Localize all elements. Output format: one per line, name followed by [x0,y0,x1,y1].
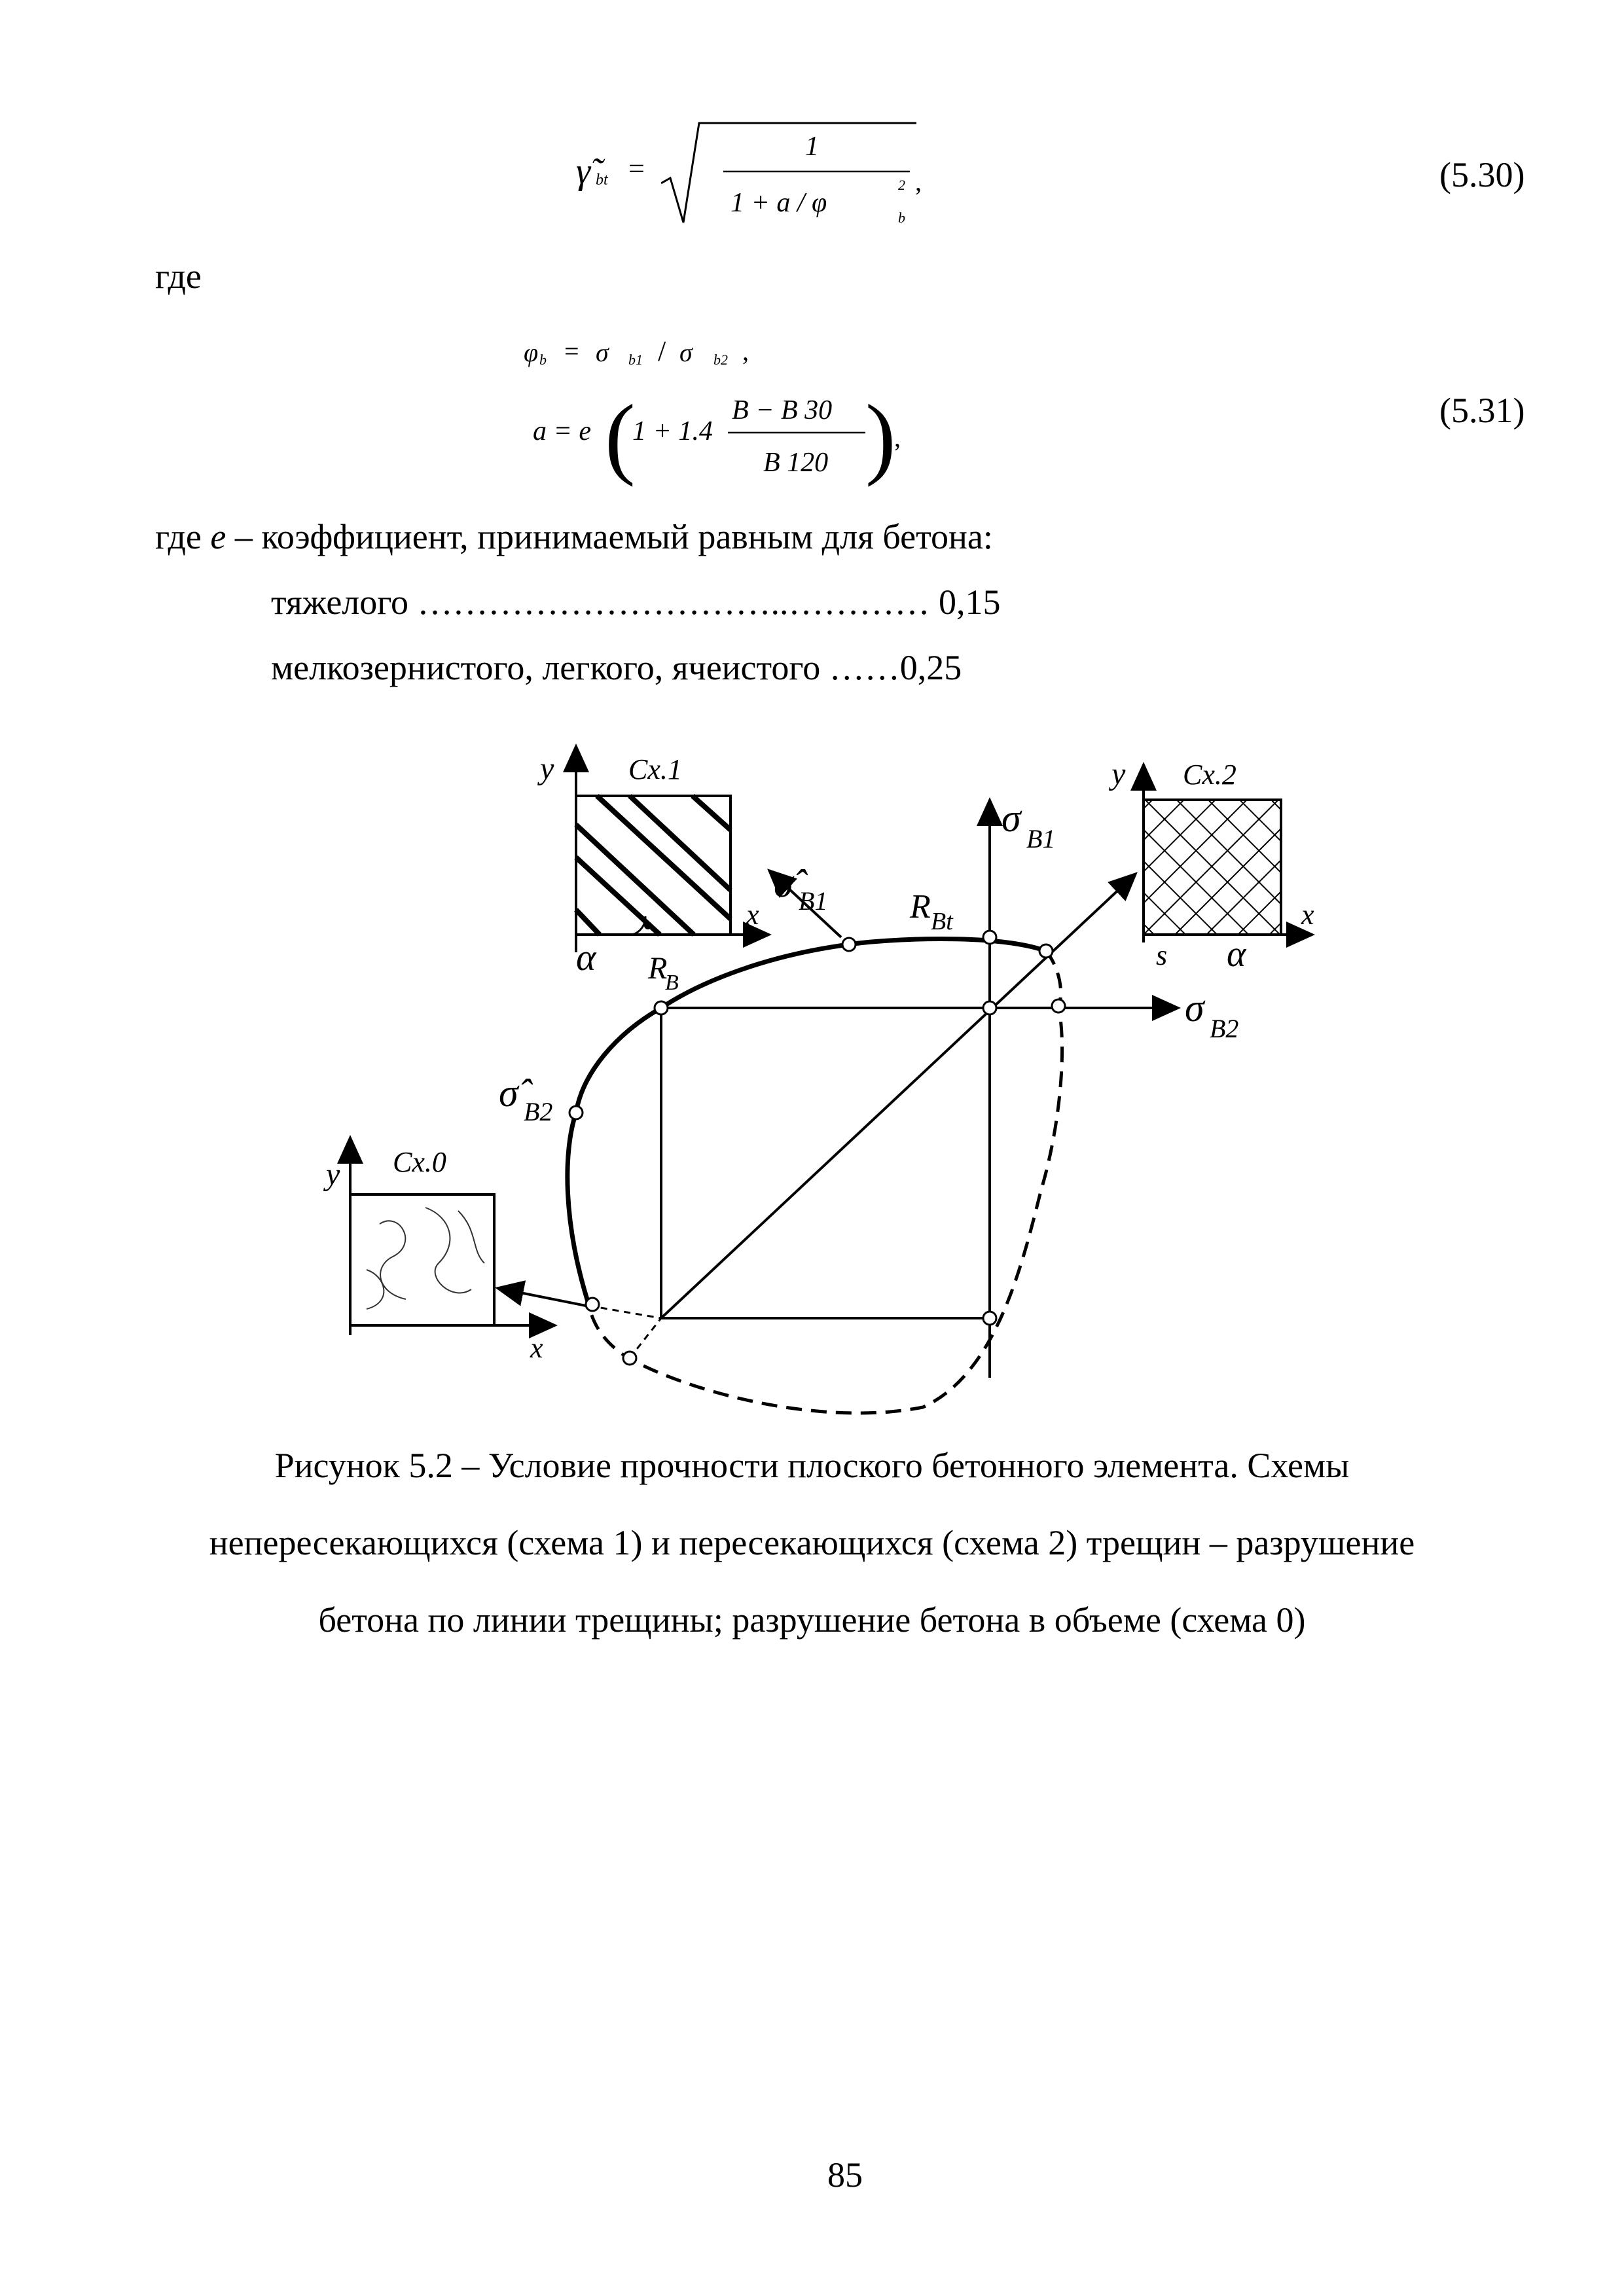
line2-comma: , [894,423,901,452]
cx2-s-label: s [1156,939,1168,971]
node-rbt [983,931,996,944]
phi-sup: 2 [898,177,905,193]
line1-slash: / [658,335,666,367]
gamma-bt-symbol: γ̃ [576,151,591,192]
caption-line-1: Рисунок 5.2 – Условие прочности плоского бетонного элемента. Схемы [274,1446,1350,1485]
cx1-alpha-label: α [576,936,596,978]
sigma-b2-sub-label: B2 [1210,1014,1239,1043]
rbt-label: R [910,888,931,925]
sigma-b1-label: σ [1001,797,1021,840]
sigma-b2: σ [679,338,693,367]
node-top-right [1039,944,1053,958]
rb-label: R [648,951,668,986]
equation-number-5-30: (5.30) [1439,155,1525,194]
strength-rectangle [661,937,990,1318]
cx0-x-label: x [530,1332,543,1364]
fraction-numerator: 1 [805,132,819,162]
caption-line-3: бетона по линии трещины; разрушение бетона в объеме (схема 0) [318,1600,1306,1640]
failure-envelope-solid [568,939,1046,1306]
formula-comma: , [915,167,922,196]
list-item-light: мелкозернистого, легкого, ячеистого ……0,25 [271,648,962,687]
cx2-y-label: y [1111,757,1126,791]
gamma-bt-subscript: bt [596,171,608,188]
sigma-b1-sub: b1 [628,351,643,368]
fraction-den-b120: B 120 [763,448,829,478]
cx0-connector-2 [630,1318,661,1358]
var-e: e [210,517,226,556]
sigma-b1: σ [596,338,609,367]
sigma-b1-sub-label: B1 [1026,824,1056,853]
node-left-low [586,1298,599,1311]
rb-sub-label: B [665,971,679,995]
cx2-label: Cx.2 [1183,759,1236,791]
scheme-cx0 [350,1138,555,1335]
cx0-label: Cx.0 [393,1146,446,1178]
node-diag-mid [983,1001,996,1014]
main-axes [661,800,1178,1378]
fraction-num-b-b30: B − B 30 [732,395,833,425]
node-bottom-right [983,1312,996,1325]
cx1-label: Cx.1 [628,753,682,785]
one-plus-coef: 1 + 1.4 [632,416,713,446]
sigma-hat-b2-label: σ̂ [499,1071,518,1115]
where-label: где [155,257,202,296]
cx0-arrow [497,1288,586,1306]
phi-b-sub: b [539,351,547,368]
node-rb [655,1001,668,1014]
sigma-b2-label: σ [1185,986,1204,1030]
list-item-heavy: тяжелого …………………………..………… 0,15 [271,583,1001,622]
sigma-hat-b1-label: σ̂ [774,862,793,905]
sigma-b2-sub: b2 [713,351,728,368]
cx1-y-label: y [540,751,554,786]
node-right [1052,999,1065,1013]
cx2-x-label: x [1301,899,1314,931]
paren-close: ) [865,386,896,488]
rbt-sub-label: Bt [931,908,953,935]
cx0-y-label: y [326,1157,340,1192]
phi-b: φ [524,338,539,367]
line1-equals: = [564,336,579,366]
sigma-hat-b1-sub-label: B1 [799,886,828,916]
equation-number-5-31: (5.31) [1439,391,1525,430]
node-bottom-left [623,1352,636,1365]
phi-sub: b [898,209,905,226]
caption-line-2: непересекающихся (схема 1) и пересекающихся (схема 2) трещин – разрушение [209,1523,1415,1562]
page-number: 85 [827,2155,863,2195]
cx2-alpha-label: α [1227,934,1246,975]
fraction-denominator: 1 + a / φ [731,188,827,218]
node-sigma-hat-b2 [569,1106,583,1119]
paren-open: ( [605,386,636,488]
equals-sign: = [628,152,645,185]
scheme-cx2 [1144,764,1312,942]
node-sigma-hat-b1 [842,938,856,951]
a-equals-e: a = e [533,416,591,446]
cx0-connector [589,1306,661,1318]
coefficient-definition: где e – коэффициент, принимаемый равным для бетона: [155,517,993,556]
cx1-x-label: x [746,899,759,931]
sigma-hat-b2-sub-label: B2 [524,1097,553,1126]
line1-comma: , [742,336,749,366]
